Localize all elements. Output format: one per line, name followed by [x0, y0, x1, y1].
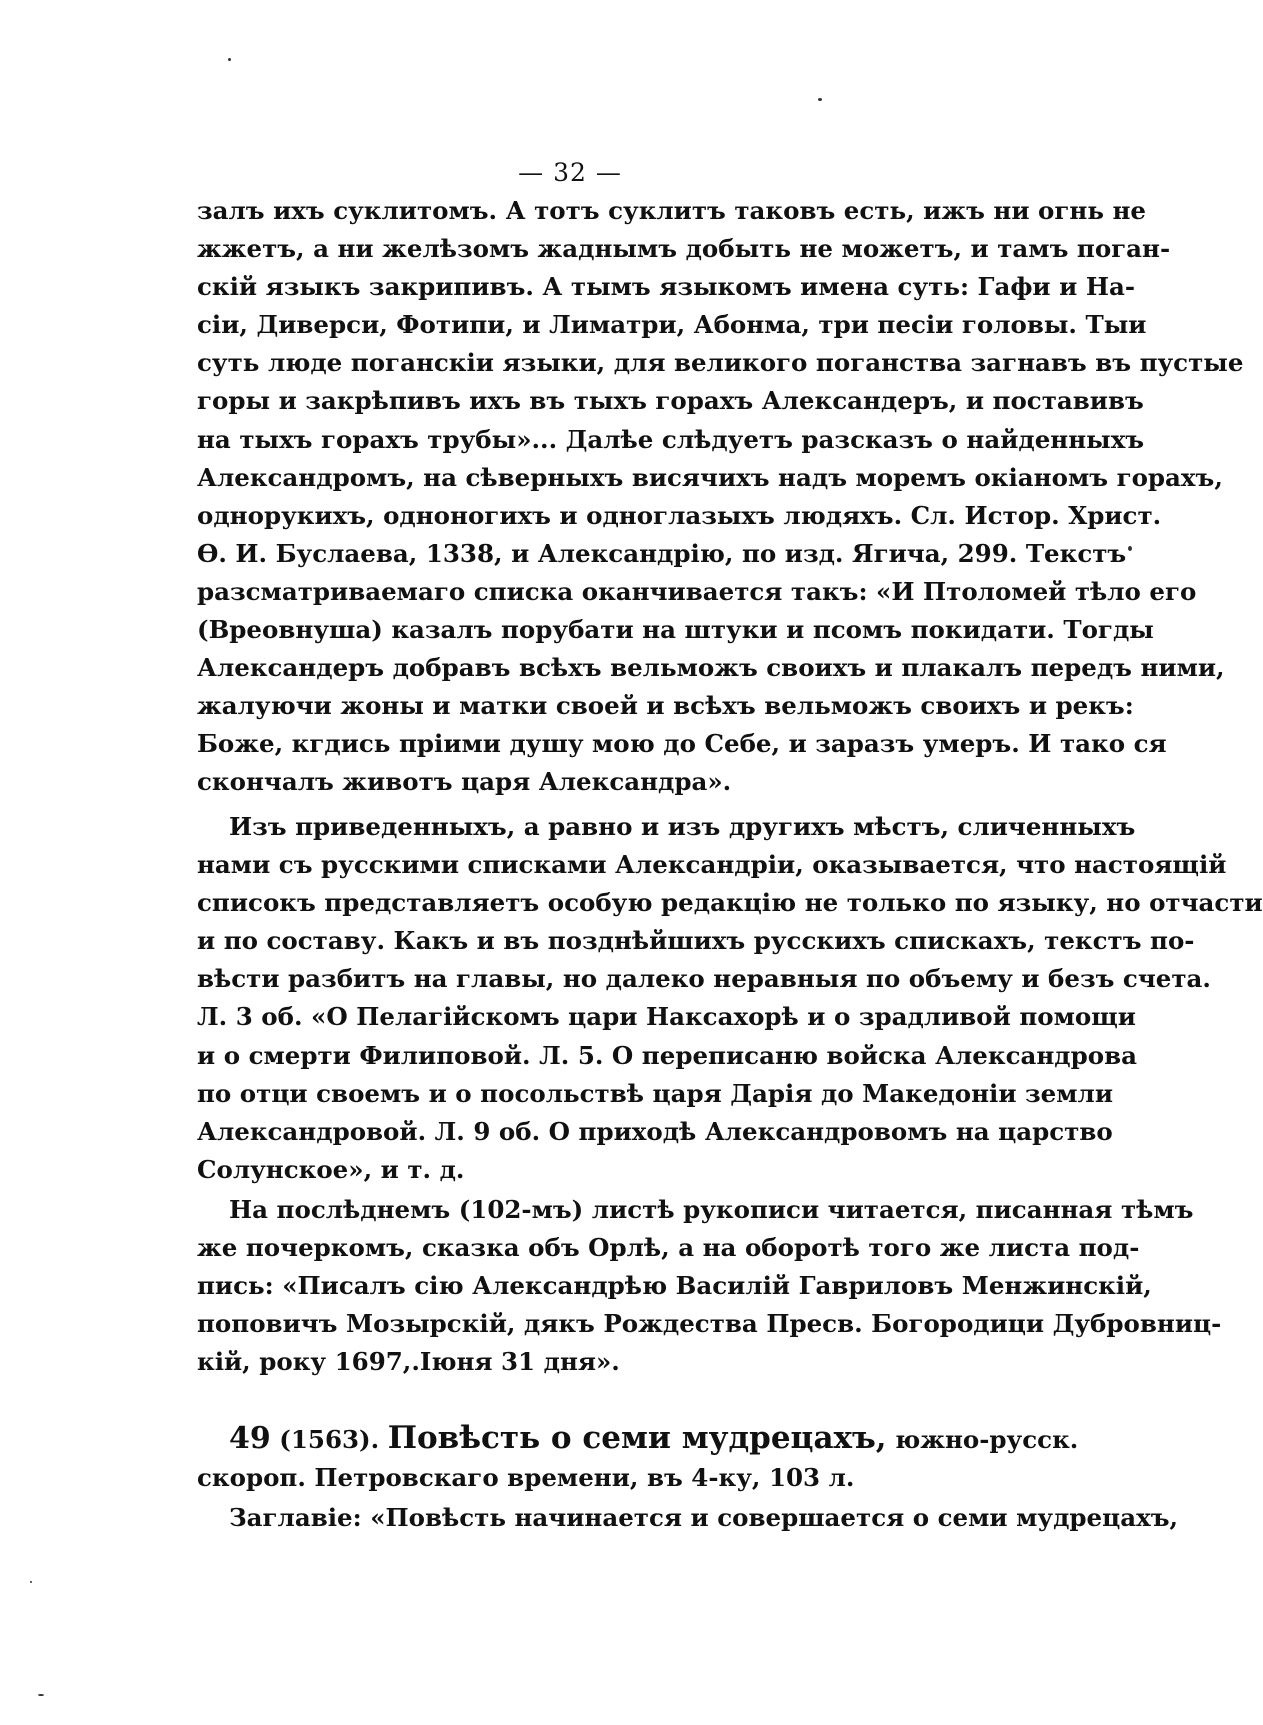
entry-description-line: скороп. Петровскаго времени, въ 4-ку, 103 л.	[197, 1463, 855, 1492]
text-line: поповичъ Мозырскій, дякъ Рождества Пресв. Богородици Дубровниц-	[197, 1309, 1222, 1339]
text-line: Александеръ добравъ всѣхъ вельможъ своихъ и плакалъ передъ ними,	[197, 653, 1225, 683]
text-line: суть люде поганскіи языки, для великого поганства загнавъ въ пустые	[197, 348, 1244, 378]
scan-speck	[818, 98, 822, 101]
text-line: Боже, кгдись пріими душу мою до Себе, и заразъ умеръ. И тако ся	[197, 729, 1167, 759]
text-line: пись: «Писалъ сію Александрѣю Василій Гавриловъ Менжинскій,	[197, 1271, 1152, 1301]
text-line: же почеркомъ, сказка объ Орлѣ, а на оборотѣ того же листа под-	[197, 1233, 1140, 1263]
paragraph-3	[197, 1191, 1222, 1381]
text-line: Солунское», и т. д.	[197, 1154, 465, 1184]
entry-number: 49	[229, 1421, 271, 1456]
text-line: жжетъ, а ни желѣзомъ жаднымъ добыть не можетъ, и тамъ поган-	[197, 234, 1171, 264]
paragraph-2	[197, 808, 1263, 1189]
text-line: Ѳ. И. Буслаева, 1338, и Александрію, по изд. Ягича, 299. Текстъ	[197, 538, 1127, 568]
text-line: Изъ приведенныхъ, а равно и изъ другихъ мѣстъ, сличенныхъ	[229, 812, 1136, 841]
text-line: (Вреовнуша) казалъ порубати на штуки и псомъ покидати. Тогды	[197, 615, 1154, 645]
text-line: залъ ихъ суклитомъ. А тотъ суклитъ таковъ есть, ижъ ни огнь не	[197, 196, 1147, 225]
text-line: жалуючи жоны и матки своей и всѣхъ вельможъ своихъ и рекъ:	[197, 691, 1134, 721]
text-line: скій языкъ закрипивъ. А тымъ языкомъ имена суть: Гафи и На-	[197, 272, 1136, 302]
text-line: списокъ представляетъ особую редакцію не только по языку, но отчасти	[197, 888, 1263, 918]
scan-speck	[30, 1581, 32, 1583]
scan-speck	[228, 58, 231, 61]
text-line: Л. 3 об. «О Пелагійскомъ цари Наксахорѣ и о зрадливой помощи	[197, 1002, 1136, 1032]
text-line: скончалъ животъ царя Александра».	[197, 767, 732, 797]
text-line: однорукихъ, одноногихъ и одноглазыхъ людяхъ. Сл. Истор. Христ.	[197, 500, 1162, 530]
text-line: на тыхъ горахъ трубы»... Далѣе слѣдуетъ разсказъ о найденныхъ	[197, 424, 1145, 454]
text-line: сіи, Диверси, Фотипи, и Лиматри, Абонма, три песіи головы. Тыи	[197, 310, 1147, 340]
catalog-entry	[197, 1418, 1179, 1538]
text-line: нами съ русскими списками Александріи, оказывается, что настоящій	[197, 850, 1227, 880]
text-line: Александровой. Л. 9 об. О приходѣ Александровомъ на царство	[197, 1116, 1113, 1146]
text-line: Александромъ, на сѣверныхъ висячихъ надъ моремъ окіаномъ горахъ,	[197, 462, 1223, 492]
text-line: по отци своемъ и о посольствѣ царя Дарія до Македоніи земли	[197, 1078, 1113, 1108]
text-line: кій, року 1697,.Іюня 31 дня».	[197, 1347, 620, 1377]
text-line: горы и закрѣпивъ ихъ въ тыхъ горахъ Александеръ, и поставивъ	[197, 386, 1144, 416]
paragraph-1	[197, 192, 1244, 802]
scan-speck	[1128, 546, 1132, 551]
page-number: — 32 —	[518, 158, 622, 187]
entry-description-part1: южно-русск.	[895, 1425, 1079, 1454]
entry-incipit-line: Заглавіе: «Повѣсть начинается и совершается о семи мудрецахъ,	[229, 1503, 1179, 1532]
text-line: На послѣднемъ (102-мъ) листѣ рукописи читается, писанная тѣмъ	[229, 1195, 1194, 1224]
scan-speck	[38, 1694, 44, 1696]
text-line: разсматриваемаго списка оканчивается такъ: «И Птоломей тѣло его	[197, 576, 1197, 606]
entry-heading-line	[197, 1418, 1079, 1458]
text-line: и о смерти Филиповой. Л. 5. О переписаню войска Александрова	[197, 1040, 1138, 1070]
text-line: вѣсти разбитъ на главы, но далеко неравныя по объему и безъ счета.	[197, 964, 1211, 994]
entry-title: Повѣсть о семи мудрецахъ,	[387, 1420, 887, 1456]
entry-catalog-id: (1563).	[279, 1425, 380, 1454]
text-line: и по составу. Какъ и въ позднѣйшихъ русскихъ спискахъ, текстъ по-	[197, 926, 1195, 956]
